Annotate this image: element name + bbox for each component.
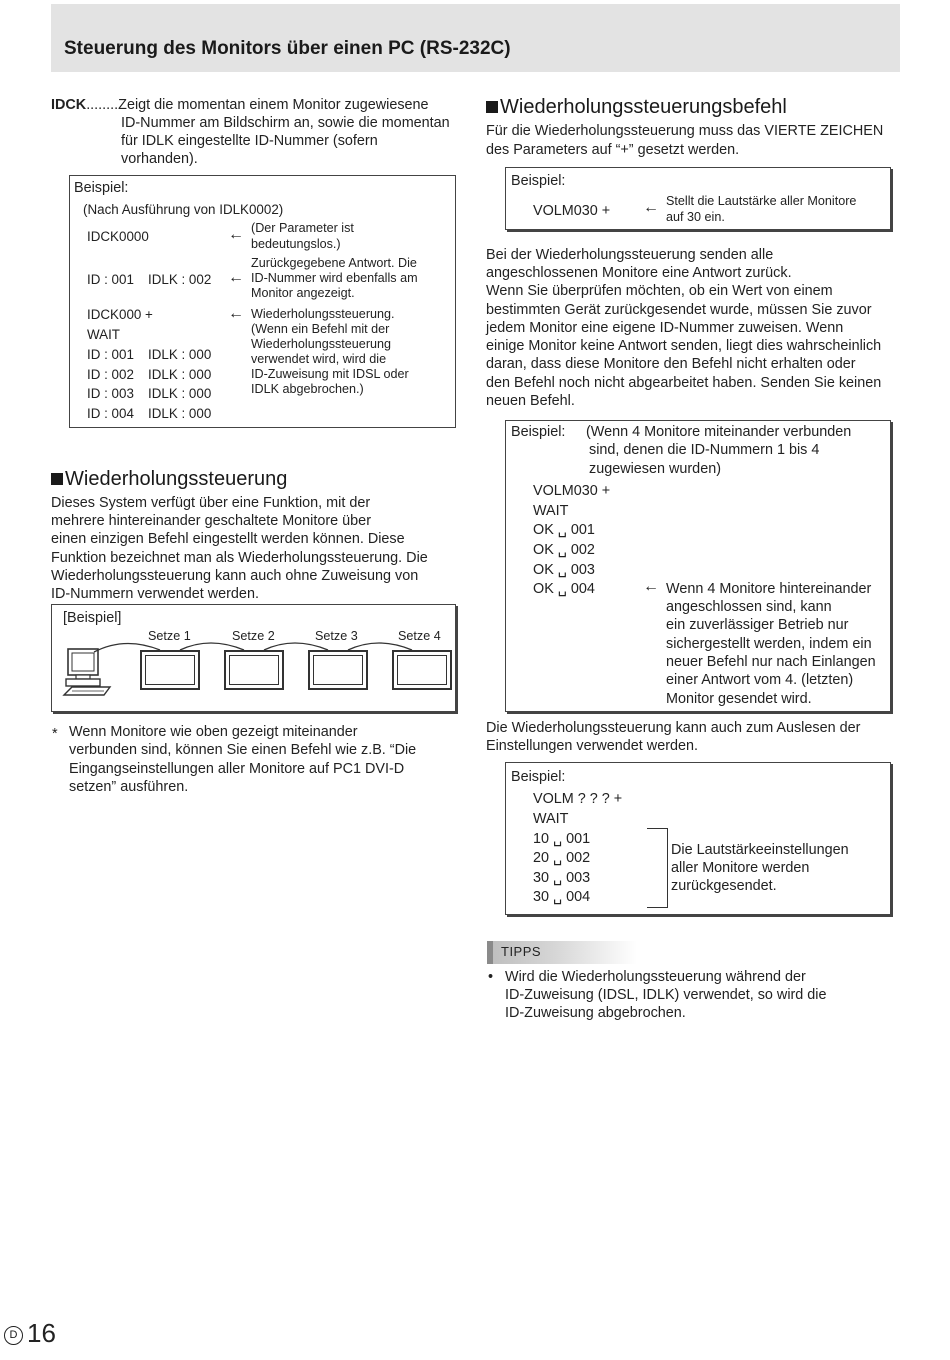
note-line: auf 30 ein. [666, 210, 725, 224]
section-text: Wiederholungssteuerung kann auch ohne Zuweisung von [51, 568, 419, 584]
idck-term: IDCK [51, 97, 87, 113]
page-title: Steuerung des Monitors über einen PC (RS-232C) [64, 38, 511, 59]
left-arrow-icon: ← [643, 199, 659, 216]
note-line: verwendet wird, wird die [251, 352, 387, 366]
set-label: Setze 2 [232, 629, 275, 643]
footnote-mark: * [52, 726, 58, 742]
resp-idlk: IDLK : 000 [148, 386, 212, 401]
resp-idlk: IDLK : 000 [148, 406, 212, 421]
note-line: ID-Zuweisung mit IDSL oder [251, 367, 409, 381]
idck-line-1: IDCK........Zeigt die momentan einem Monitor zugewiesene [51, 97, 429, 113]
set-label: Setze 3 [315, 629, 358, 643]
example-label: Beispiel: [511, 769, 566, 785]
note-line: Monitor gesendet wird. [666, 691, 812, 707]
resp-line: OK ␣ 002 [533, 542, 595, 558]
set-label: Setze 1 [148, 629, 191, 643]
cmd-idck000-plus: IDCK000 + [87, 307, 153, 322]
footnote-line: Wenn Monitore wie oben gezeigt miteinander [69, 724, 358, 740]
resp-id: ID : 001 [87, 347, 134, 362]
cmd-line: WAIT [533, 811, 569, 827]
note-line: ID-Nummer wird ebenfalls am [251, 271, 418, 285]
idck-line-2: ID-Nummer am Bildschirm an, sowie die momentan [121, 115, 450, 131]
resp-line: 30 ␣ 004 [533, 889, 591, 905]
para-text: Bei der Wiederholungssteuerung senden alle [486, 247, 774, 263]
set-label: Setze 4 [398, 629, 441, 643]
language-mark: D [4, 1326, 23, 1345]
note-line: zurückgesendet. [671, 878, 777, 894]
resp-id: ID : 002 [87, 367, 134, 382]
tipps-label: TIPPS [501, 944, 542, 959]
resp-line: OK ␣ 003 [533, 562, 595, 578]
condition-line: zugewiesen wurden) [589, 461, 721, 477]
cmd-idck0000: IDCK0000 [87, 229, 149, 244]
idck-line-3: für IDLK eingestellte ID-Nummer (sofern [121, 133, 378, 149]
note-line: Wiederholungssteuerung. [251, 307, 395, 321]
note-line: Wiederholungssteuerung [251, 337, 392, 351]
left-arrow-icon: ← [643, 578, 659, 595]
resp-line: 10 ␣ 001 [533, 831, 591, 847]
intro-text: Für die Wiederholungssteuerung muss das VIERTE ZEICHEN [486, 123, 884, 139]
note-line: bedeutungslos.) [251, 237, 341, 251]
idck-line-4: vorhanden). [121, 151, 198, 167]
note-line: Stellt die Lautstärke aller Monitore [666, 194, 857, 208]
section-heading: Wiederholungssteuerung [51, 468, 287, 491]
note-line: sichergestellt werden, indem ein [666, 636, 872, 652]
para-text: angeschlossenen Monitore eine Antwort zurück. [486, 265, 792, 281]
tipps-edge [487, 941, 493, 964]
tipps-line: ID-Zuweisung abgebrochen. [505, 1005, 686, 1021]
resp-line: 30 ␣ 003 [533, 870, 591, 886]
resp-idlk: IDLK : 000 [148, 367, 212, 382]
page-number: 16 [27, 1318, 56, 1348]
resp-line: 20 ␣ 002 [533, 850, 591, 866]
example-label: Beispiel: [511, 424, 566, 440]
tipps-line: Wird die Wiederholungssteuerung während der [505, 969, 806, 985]
section-text: Dieses System verfügt über eine Funktion, mit der [51, 495, 371, 511]
para-text: bestimmten Gerät zurückgesendet wurde, müssen Sie zuvor [486, 302, 872, 318]
section-text: einen einzigen Befehl eingestellt werden können. Diese [51, 531, 405, 547]
resp-id: ID : 001 [87, 272, 134, 287]
footnote-line: setzen” ausführen. [69, 779, 189, 795]
note-line: IDLK abgebrochen.) [251, 382, 364, 396]
resp-idlk: IDLK : 002 [148, 272, 212, 287]
note-line: ein zuverlässiger Betrieb nur [666, 617, 849, 633]
cmd-line: VOLM ? ? ? + [533, 791, 623, 807]
example-label: Beispiel: [511, 173, 566, 189]
condition-line: sind, denen die ID-Nummern 1 bis 4 [589, 442, 820, 458]
cmd-volm030-plus: VOLM030 + [533, 203, 611, 219]
note-line: (Der Parameter ist [251, 221, 354, 235]
condition-line: (Wenn 4 Monitore miteinander verbunden [586, 424, 852, 440]
bracket-icon [647, 828, 668, 908]
section-text: mehrere hintereinander geschaltete Monitore über [51, 513, 371, 529]
resp-id: ID : 004 [87, 406, 134, 421]
note-line: neuer Befehl nur nach Einlangen [666, 654, 876, 670]
square-bullet-icon [51, 473, 63, 485]
section-text: ID-Nummern verwendet werden. [51, 586, 259, 602]
right-heading: Wiederholungssteuerungsbefehl [486, 96, 787, 119]
intro-text: des Parameters auf “+” gesetzt werden. [486, 142, 740, 158]
note-line: Zurückgegebene Antwort. Die [251, 256, 417, 270]
footnote-line: verbunden sind, können Sie einen Befehl wie z.B. “Die [69, 742, 417, 758]
note-line: Die Lautstärkeeinstellungen [671, 842, 849, 858]
left-arrow-icon: ← [228, 226, 244, 243]
example-label: Beispiel: [74, 180, 129, 196]
para-text: daran, dass diese Monitore den Befehl nicht erhalten oder [486, 356, 856, 372]
para2-text: Einstellungen verwendet werden. [486, 738, 698, 754]
resp-id: ID : 003 [87, 386, 134, 401]
cmd-line: WAIT [533, 503, 569, 519]
wait-line: WAIT [87, 327, 120, 342]
para-text: jedem Monitor eine eigene ID-Nummer zuweisen. Wenn [486, 320, 844, 336]
example-subtitle: (Nach Ausführung von IDLK0002) [83, 202, 284, 217]
footnote-line: Eingangseinstellungen aller Monitore auf PC1 DVI-D [69, 761, 405, 777]
note-line: einer Antwort vom 4. (letzten) [666, 672, 854, 688]
diagram-label: [Beispiel] [63, 610, 122, 626]
left-arrow-icon: ← [228, 269, 244, 286]
para-text: den Befehl noch nicht abgearbeitet haben. Senden Sie keinen [486, 375, 882, 391]
resp-idlk: IDLK : 000 [148, 347, 212, 362]
resp-line: OK ␣ 004 [533, 581, 595, 597]
left-arrow-icon: ← [228, 305, 244, 322]
para-text: Wenn Sie überprüfen möchten, ob ein Wert von einem [486, 283, 833, 299]
cmd-line: VOLM030 + [533, 483, 611, 499]
cable-lines [90, 638, 430, 658]
note-line: Monitor angezeigt. [251, 286, 355, 300]
note-line: Wenn 4 Monitore hintereinander [666, 581, 872, 597]
tipps-line: ID-Zuweisung (IDSL, IDLK) verwendet, so wird die [505, 987, 827, 1003]
para-text: einige Monitor keine Antwort senden, liegt dies wahrscheinlich [486, 338, 882, 354]
para2-text: Die Wiederholungssteuerung kann auch zum Auslesen der [486, 720, 861, 736]
resp-line: OK ␣ 001 [533, 522, 595, 538]
bullet-icon: • [488, 969, 494, 985]
note-line: aller Monitore werden [671, 860, 810, 876]
para-text: neuen Befehl. [486, 393, 575, 409]
square-bullet-icon [486, 101, 498, 113]
section-text: Funktion bezeichnet man als Wiederholungssteuerung. Die [51, 550, 428, 566]
note-line: (Wenn ein Befehl mit der [251, 322, 390, 336]
note-line: angeschlossen sind, kann [666, 599, 832, 615]
